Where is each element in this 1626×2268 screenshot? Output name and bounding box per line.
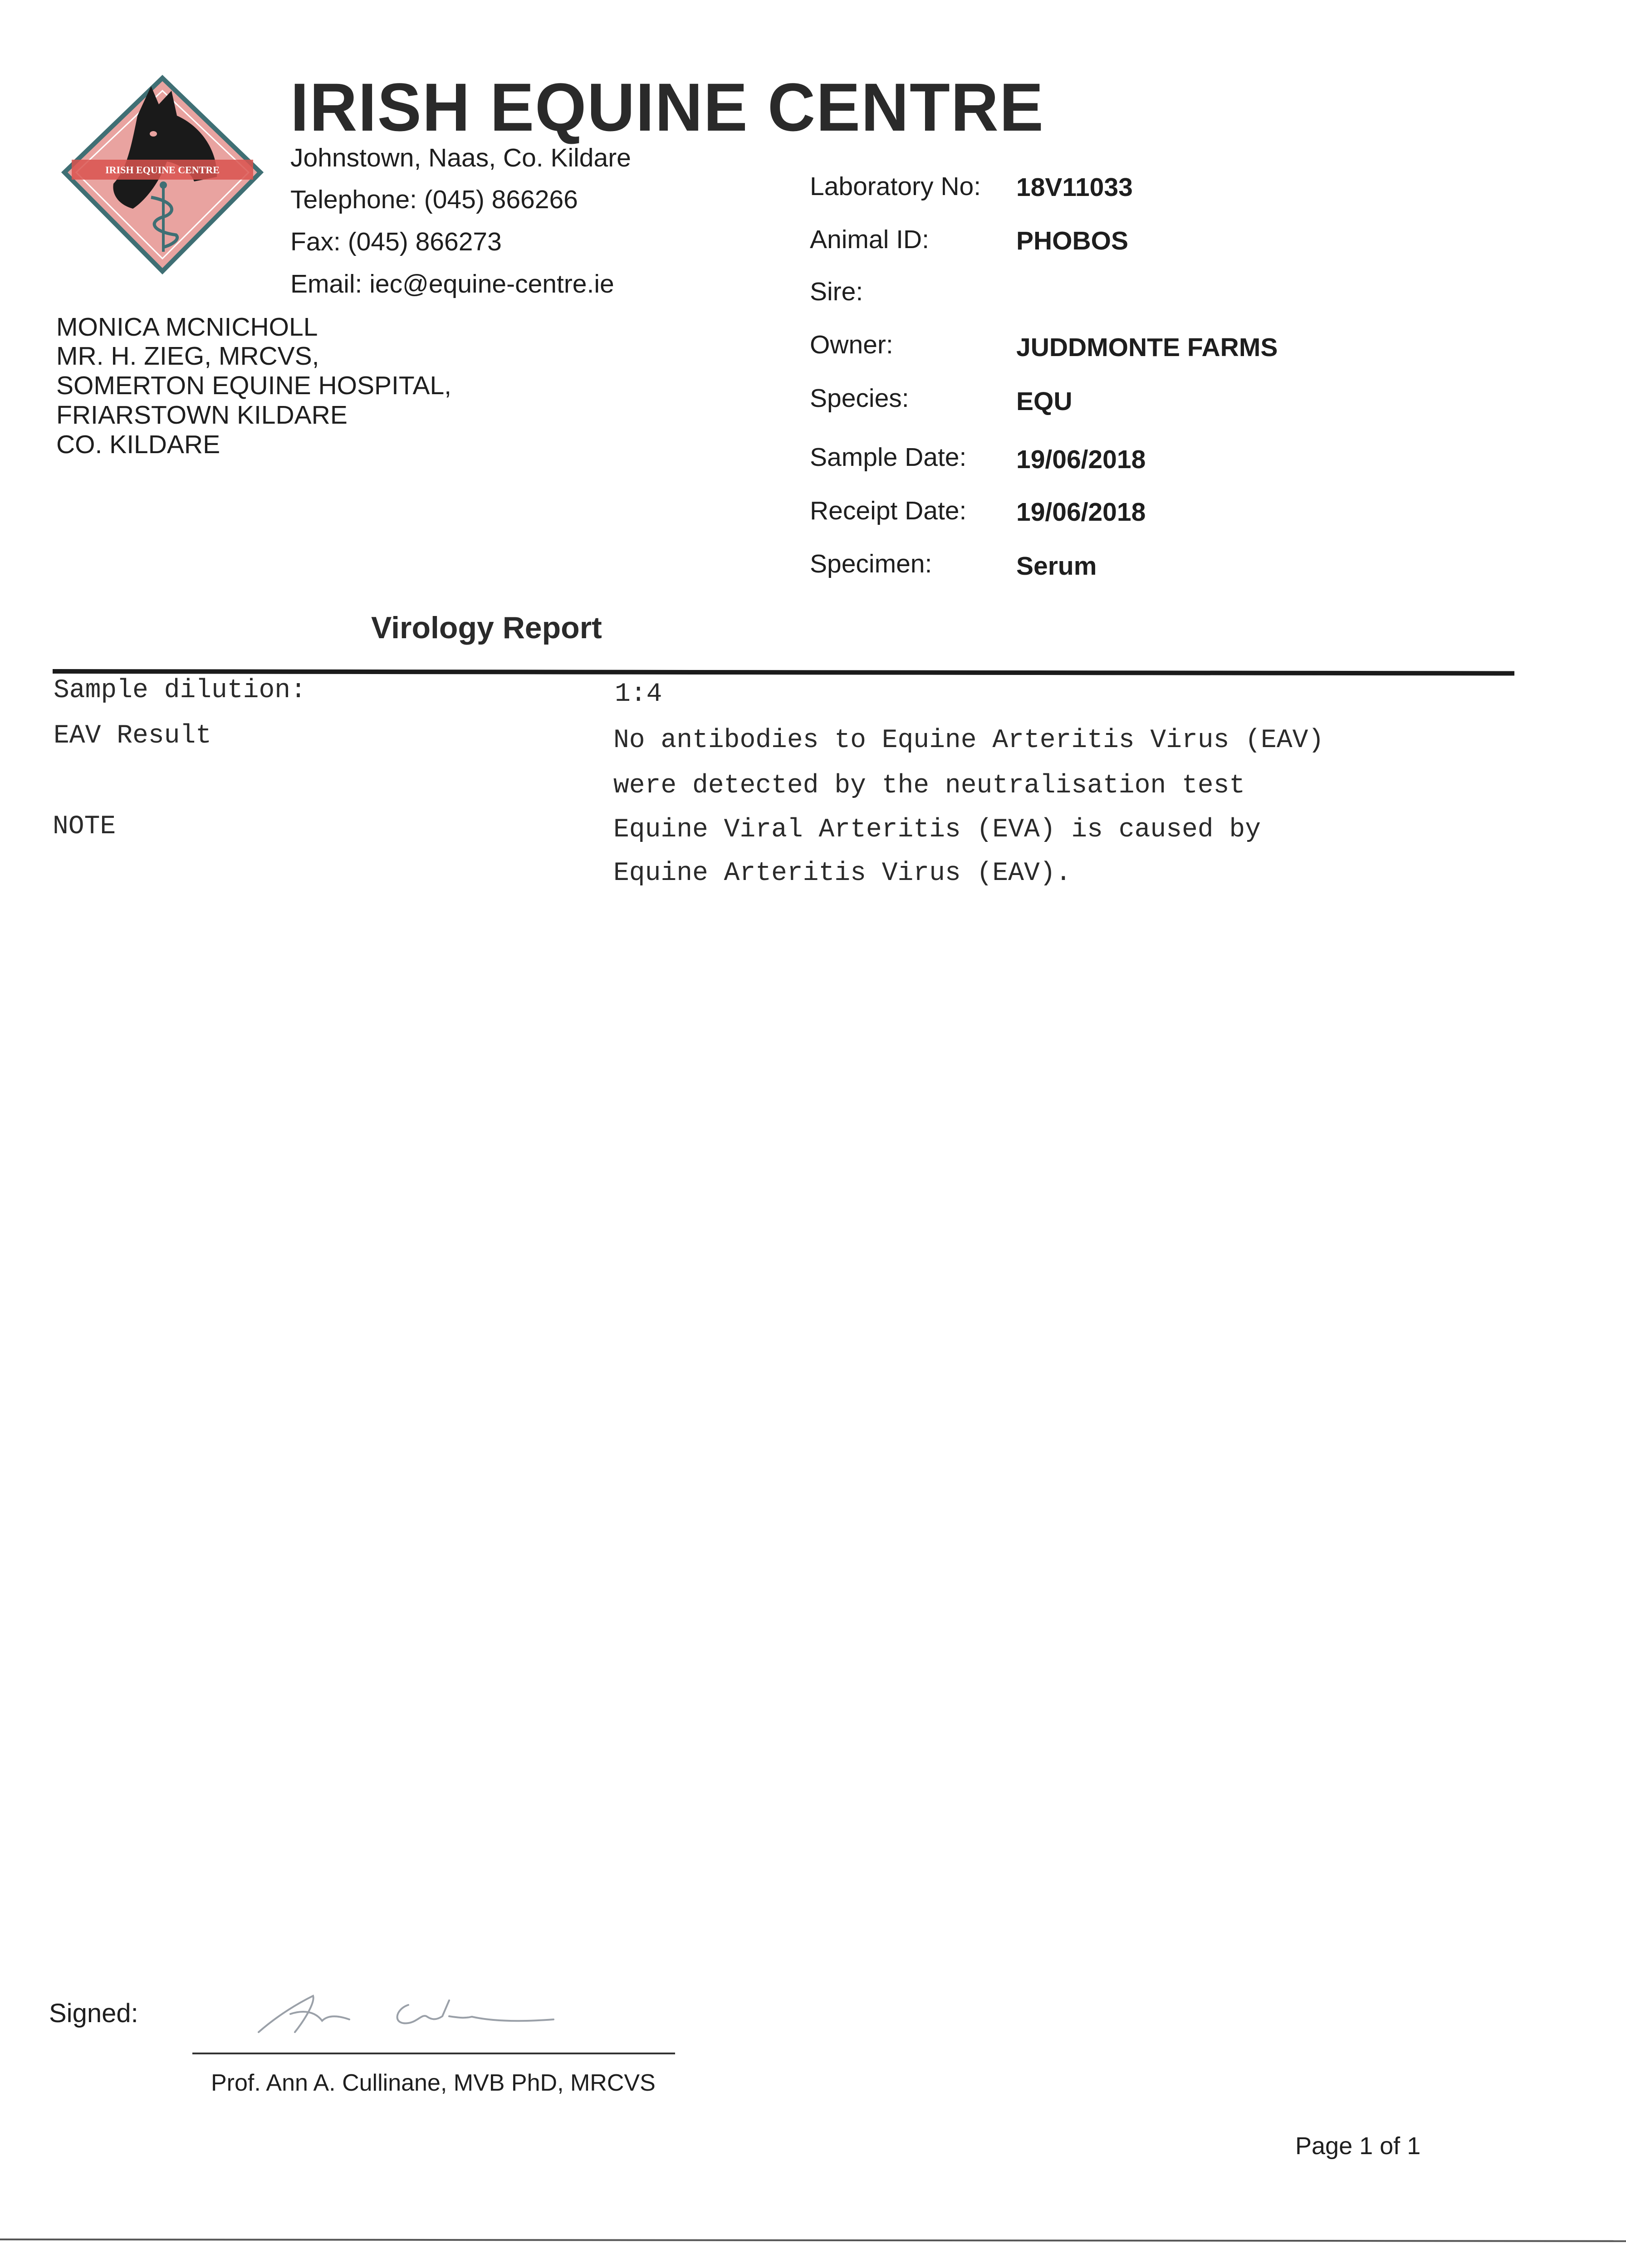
logo-icon xyxy=(58,73,267,277)
sire-label: Sire: xyxy=(810,277,863,306)
owner-label: Owner: xyxy=(810,330,893,359)
animal-id-label: Animal ID: xyxy=(810,225,929,254)
report-title: Virology Report xyxy=(371,611,602,645)
eav-result-line: No antibodies to Equine Arteritis Virus (EAV) xyxy=(613,726,1324,755)
header-divider xyxy=(53,669,1514,675)
lab-no-value: 18V11033 xyxy=(1016,173,1133,202)
recipient-line: SOMERTON EQUINE HOSPITAL, xyxy=(56,371,452,400)
signature-icon xyxy=(236,1978,608,2046)
center-telephone: Telephone: (045) 866266 xyxy=(290,185,578,214)
lab-no-label: Laboratory No: xyxy=(810,172,981,201)
note-line: Equine Viral Arteritis (EVA) is caused by xyxy=(613,815,1261,845)
animal-id-value: PHOBOS xyxy=(1016,226,1129,255)
signer-name: Prof. Ann A. Cullinane, MVB PhD, MRCVS xyxy=(211,2070,656,2096)
center-email: Email: iec@equine-centre.ie xyxy=(290,269,614,298)
center-fax: Fax: (045) 866273 xyxy=(290,227,502,256)
species-value: EQU xyxy=(1016,387,1073,416)
species-label: Species: xyxy=(810,384,909,413)
receipt-date-label: Receipt Date: xyxy=(810,496,967,525)
page-number: Page 1 of 1 xyxy=(1295,2132,1421,2160)
sample-date-label: Sample Date: xyxy=(810,443,967,472)
eav-result-label: EAV Result xyxy=(54,721,212,751)
logo-text: IRISH EQUINE CENTRE xyxy=(105,164,220,176)
specimen-value: Serum xyxy=(1016,552,1097,581)
signed-label: Signed: xyxy=(49,1999,138,2028)
signature-line xyxy=(192,2053,675,2054)
recipient-line: MONICA MCNICHOLL xyxy=(56,313,318,342)
dilution-label: Sample dilution: xyxy=(54,676,306,705)
recipient-line: MR. H. ZIEG, MRCVS, xyxy=(56,342,319,371)
note-line: Equine Arteritis Virus (EAV). xyxy=(613,859,1072,888)
recipient-line: CO. KILDARE xyxy=(56,430,220,459)
center-name: IRISH EQUINE CENTRE xyxy=(290,69,1044,145)
dilution-value: 1:4 xyxy=(615,679,662,709)
note-label: NOTE xyxy=(53,812,116,841)
footer-divider xyxy=(0,2239,1626,2242)
sample-date-value: 19/06/2018 xyxy=(1016,445,1146,474)
eav-result-line: were detected by the neutralisation test xyxy=(613,771,1245,801)
receipt-date-value: 19/06/2018 xyxy=(1016,498,1146,527)
specimen-label: Specimen: xyxy=(810,549,932,578)
recipient-line: FRIARSTOWN KILDARE xyxy=(56,401,348,430)
owner-value: JUDDMONTE FARMS xyxy=(1016,333,1278,362)
center-address: Johnstown, Naas, Co. Kildare xyxy=(290,143,631,172)
